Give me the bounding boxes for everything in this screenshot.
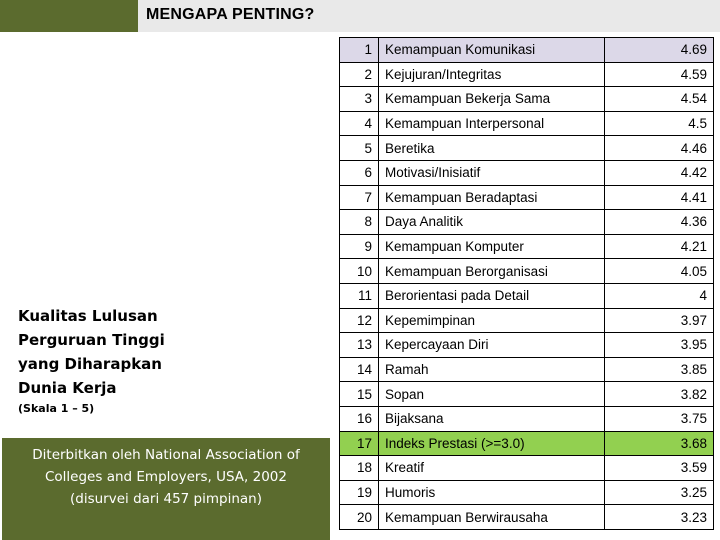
skill-name-cell: Kemampuan Beradaptasi [379, 185, 605, 210]
quality-label-line: Kualitas Lulusan [18, 307, 158, 325]
table-row [340, 431, 714, 456]
rank-cell: 14 [340, 357, 379, 382]
quality-label [18, 304, 188, 400]
table-row [340, 333, 714, 358]
rank-cell: 11 [340, 283, 379, 308]
skill-name-cell: Bijaksana [379, 406, 605, 431]
score-cell: 3.75 [605, 406, 714, 431]
score-cell: 3.95 [605, 333, 714, 358]
score-cell: 3.23 [605, 505, 714, 530]
rank-cell: 9 [340, 234, 379, 259]
score-cell: 4.41 [605, 185, 714, 210]
score-cell: 3.59 [605, 456, 714, 481]
rank-cell: 20 [340, 505, 379, 530]
rank-cell: 3 [340, 87, 379, 112]
score-cell: 3.85 [605, 357, 714, 382]
rank-cell: 1 [340, 38, 379, 63]
skill-name-cell: Ramah [379, 357, 605, 382]
table-row [340, 283, 714, 308]
skills-ranking-table [339, 37, 714, 530]
skill-name-cell: Indeks Prestasi (>=3.0) [379, 431, 605, 456]
skill-name-cell: Berorientasi pada Detail [379, 283, 605, 308]
table-row [340, 62, 714, 87]
quality-label-line: Dunia Kerja [18, 379, 117, 397]
rank-cell: 17 [340, 431, 379, 456]
score-cell: 4.69 [605, 38, 714, 63]
rank-cell: 8 [340, 210, 379, 235]
table-row [340, 210, 714, 235]
table-row [340, 382, 714, 407]
table-row [340, 259, 714, 284]
rank-cell: 16 [340, 406, 379, 431]
score-cell: 3.68 [605, 431, 714, 456]
rank-cell: 4 [340, 111, 379, 136]
scale-label: (Skala 1 – 5) [18, 402, 95, 415]
skill-name-cell: Kejujuran/Integritas [379, 62, 605, 87]
quality-label-line: yang Diharapkan [18, 355, 162, 373]
skill-name-cell: Kreatif [379, 456, 605, 481]
skill-name-cell: Kepemimpinan [379, 308, 605, 333]
skill-name-cell: Humoris [379, 480, 605, 505]
source-line: Colleges and Employers, USA, 2002 [45, 469, 287, 485]
table-row [340, 87, 714, 112]
skill-name-cell: Sopan [379, 382, 605, 407]
skill-name-cell: Kemampuan Berwirausaha [379, 505, 605, 530]
rank-cell: 10 [340, 259, 379, 284]
table-row [340, 111, 714, 136]
score-cell: 4 [605, 283, 714, 308]
source-note [2, 438, 330, 540]
skill-name-cell: Daya Analitik [379, 210, 605, 235]
rank-cell: 7 [340, 185, 379, 210]
score-cell: 3.97 [605, 308, 714, 333]
rank-cell: 12 [340, 308, 379, 333]
title-bar [0, 0, 720, 32]
score-cell: 4.42 [605, 160, 714, 185]
rank-cell: 18 [340, 456, 379, 481]
table-row [340, 357, 714, 382]
table-row [340, 185, 714, 210]
rank-cell: 6 [340, 160, 379, 185]
score-cell: 4.5 [605, 111, 714, 136]
table-row [340, 136, 714, 161]
score-cell: 4.21 [605, 234, 714, 259]
score-cell: 3.25 [605, 480, 714, 505]
skill-name-cell: Motivasi/Inisiatif [379, 160, 605, 185]
table-row [340, 456, 714, 481]
skill-name-cell: Beretika [379, 136, 605, 161]
page-title: MENGAPA PENTING? [146, 6, 315, 23]
skill-name-cell: Kemampuan Interpersonal [379, 111, 605, 136]
table-row [340, 505, 714, 530]
skill-name-cell: Kemampuan Berorganisasi [379, 259, 605, 284]
score-cell: 3.82 [605, 382, 714, 407]
table-row [340, 234, 714, 259]
table-row [340, 480, 714, 505]
score-cell: 4.36 [605, 210, 714, 235]
rank-cell: 15 [340, 382, 379, 407]
score-cell: 4.59 [605, 62, 714, 87]
rank-cell: 19 [340, 480, 379, 505]
rank-cell: 5 [340, 136, 379, 161]
score-cell: 4.46 [605, 136, 714, 161]
rank-cell: 13 [340, 333, 379, 358]
source-line: Diterbitkan oleh National Association of [32, 447, 300, 463]
skill-name-cell: Kemampuan Bekerja Sama [379, 87, 605, 112]
table-row [340, 308, 714, 333]
table-row [340, 160, 714, 185]
skill-name-cell: Kemampuan Komputer [379, 234, 605, 259]
table-row [340, 406, 714, 431]
rank-cell: 2 [340, 62, 379, 87]
title-accent-block [0, 0, 138, 32]
table-row [340, 38, 714, 63]
score-cell: 4.54 [605, 87, 714, 112]
source-line: (disurvei dari 457 pimpinan) [70, 491, 262, 507]
skill-name-cell: Kemampuan Komunikasi [379, 38, 605, 63]
skill-name-cell: Kepercayaan Diri [379, 333, 605, 358]
score-cell: 4.05 [605, 259, 714, 284]
quality-label-line: Perguruan Tinggi [18, 331, 165, 349]
